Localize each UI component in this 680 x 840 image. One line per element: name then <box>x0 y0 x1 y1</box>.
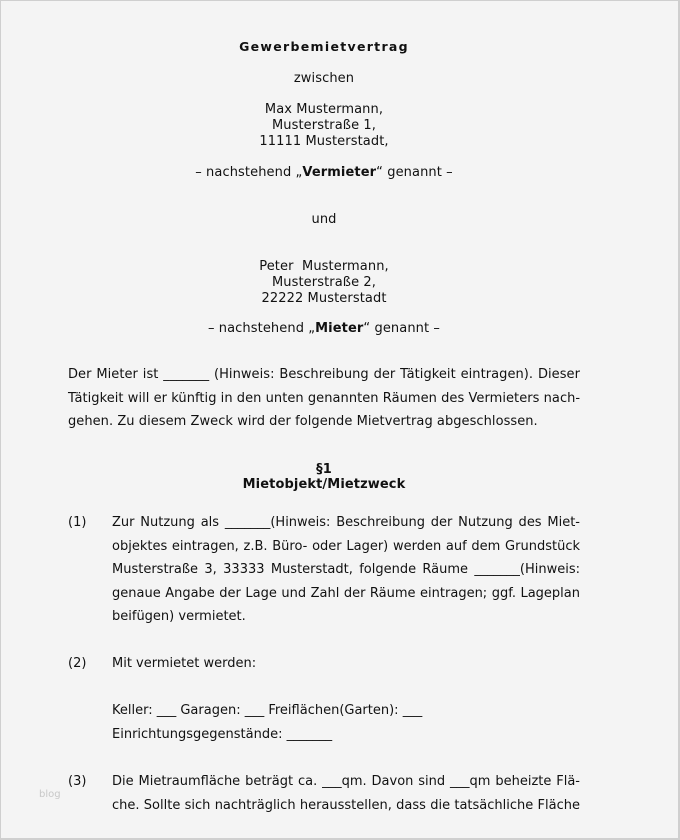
landlord-role-prefix: – nachstehend „ <box>195 165 303 180</box>
section-item-1 <box>68 511 580 631</box>
landlord-role-label: Vermieter <box>302 165 377 180</box>
preamble-line: gehen. Zu diesem Zweck wird der folgende Mietvertrag abgeschlossen. <box>68 414 538 429</box>
item-line: Zur Nutzung als _______(Hinweis: Beschreibung der Nutzung des Miet- <box>112 515 580 530</box>
item-line: genaue Angabe der Lage und Zahl der Räume eintragen; ggf. Lageplan <box>112 585 580 601</box>
tenant-city: 22222 Musterstadt <box>261 291 387 306</box>
item-line: Keller: ___ Garagen: ___ Freiflächen(Garten): ___ <box>112 703 423 718</box>
section-number: §1 <box>316 462 332 477</box>
item-number: (2) <box>68 656 87 671</box>
preamble-line: Der Mieter ist _______ (Hinweis: Beschreibung der Tätigkeit eintragen). Dieser <box>68 367 580 382</box>
tenant-role-prefix: – nachstehend „ <box>207 321 316 336</box>
item-line: objektes eintragen, z.B. Büro- oder Lager) werden auf dem Grundstück <box>112 538 580 554</box>
item-number: (1) <box>68 515 87 530</box>
and-label: und <box>311 212 337 227</box>
document-title: Gewerbemietvertrag <box>239 39 409 54</box>
document-page <box>1 1 678 838</box>
tenant-role-label: Mieter <box>315 321 364 336</box>
landlord-role <box>1 165 647 181</box>
watermark-text: blog <box>39 789 61 800</box>
preamble-line: Tätigkeit will er künftig in den unten genannten Räumen des Vermieters nach- <box>68 390 581 406</box>
item-line: che. Sollte sich nachträglich herausstellen, dass die tatsächliche Fläche <box>112 797 580 813</box>
landlord-role-suffix: “ genannt – <box>376 165 453 180</box>
tenant-name: Peter Mustermann, <box>259 259 389 274</box>
section-heading: Mietobjekt/Mietzweck <box>242 477 406 492</box>
landlord-city: 11111 Musterstadt, <box>259 134 389 149</box>
tenant-role-suffix: “ genannt – <box>363 321 441 336</box>
tenant-role <box>1 321 647 337</box>
item-line: Musterstraße 3, 33333 Musterstadt, folgende Räume _______(Hinweis: <box>112 562 580 577</box>
between-label: zwischen <box>293 71 355 86</box>
item-line: Die Mietraumfläche beträgt ca. ___qm. Davon sind ___qm beheizte Flä- <box>112 774 580 789</box>
tenant-street: Musterstraße 2, <box>271 275 377 290</box>
item-body <box>112 511 580 629</box>
item-intro: Mit vermietet werden: <box>112 656 257 671</box>
item-body <box>112 770 580 817</box>
item-line: beifügen) vermietet. <box>112 609 246 624</box>
preamble-paragraph <box>68 363 580 434</box>
landlord-street: Musterstraße 1, <box>271 118 377 133</box>
item-number: (3) <box>68 774 87 789</box>
section-item-3 <box>68 770 580 830</box>
item-line: Einrichtungsgegenstände: _______ <box>112 726 333 742</box>
section-item-2 <box>68 652 580 752</box>
item-body <box>112 652 580 746</box>
landlord-name: Max Mustermann, <box>264 102 384 117</box>
